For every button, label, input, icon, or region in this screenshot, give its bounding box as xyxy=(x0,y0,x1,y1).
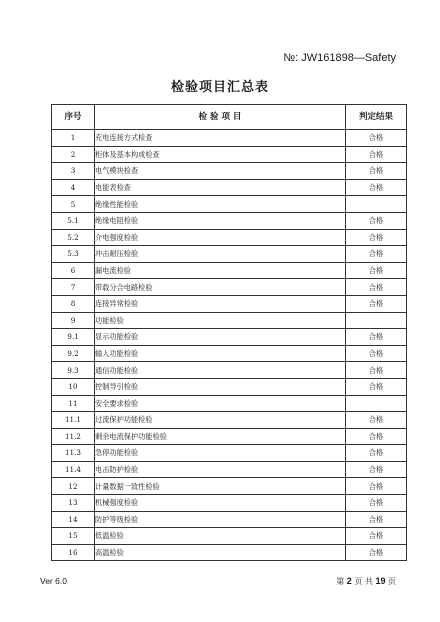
cell-item: 漏电流检验 xyxy=(95,262,346,279)
table-row xyxy=(52,212,407,229)
cell-item: 高温检验 xyxy=(95,544,346,561)
cell-result: 合格 xyxy=(346,345,407,362)
table-row xyxy=(52,478,407,495)
table-row xyxy=(52,279,407,296)
cell-result: 合格 xyxy=(346,279,407,296)
cell-result: 合格 xyxy=(346,262,407,279)
cell-no: 8 xyxy=(52,295,95,312)
cell-no: 11.2 xyxy=(52,428,95,445)
table-row xyxy=(52,395,407,412)
cell-result: 合格 xyxy=(346,412,407,429)
cell-no: 11.3 xyxy=(52,445,95,462)
table-row xyxy=(52,312,407,329)
cell-result: 合格 xyxy=(346,461,407,478)
cell-item: 显示功能检验 xyxy=(95,329,346,346)
cell-item: 电能表检查 xyxy=(95,179,346,196)
table-row xyxy=(52,461,407,478)
page-total: 19 xyxy=(375,576,386,586)
cell-item: 电气模块检查 xyxy=(95,163,346,180)
cell-result: 合格 xyxy=(346,229,407,246)
table-row xyxy=(52,544,407,561)
cell-result xyxy=(346,312,407,329)
cell-no: 7 xyxy=(52,279,95,296)
cell-item: 防护等级检验 xyxy=(95,511,346,528)
cell-no: 11.4 xyxy=(52,461,95,478)
cell-item: 输入功能检验 xyxy=(95,345,346,362)
cell-result: 合格 xyxy=(346,212,407,229)
cell-no: 6 xyxy=(52,262,95,279)
cell-no: 11 xyxy=(52,395,95,412)
header-result: 判定结果 xyxy=(346,105,407,130)
cell-no: 9.3 xyxy=(52,362,95,379)
document-number: №: JW161898—Safety xyxy=(283,52,396,64)
cell-no: 9.1 xyxy=(52,329,95,346)
page-indicator xyxy=(336,576,396,587)
cell-item: 低温检验 xyxy=(95,528,346,545)
table-row xyxy=(52,262,407,279)
cell-result: 合格 xyxy=(346,179,407,196)
table-row xyxy=(52,528,407,545)
cell-item: 柜体及基本构成检查 xyxy=(95,146,346,163)
cell-result: 合格 xyxy=(346,511,407,528)
cell-item: 充电连接方式检查 xyxy=(95,130,346,147)
cell-result: 合格 xyxy=(346,544,407,561)
cell-result: 合格 xyxy=(346,528,407,545)
table-row xyxy=(52,146,407,163)
table-row xyxy=(52,179,407,196)
cell-item: 电击防护检验 xyxy=(95,461,346,478)
page-current: 2 xyxy=(346,576,352,586)
cell-no: 5 xyxy=(52,196,95,213)
cell-item: 冲击耐压检验 xyxy=(95,246,346,263)
table-row xyxy=(52,445,407,462)
cell-item: 计量数据一致性检验 xyxy=(95,478,346,495)
cell-no: 9 xyxy=(52,312,95,329)
cell-no: 12 xyxy=(52,478,95,495)
cell-item: 通信功能检验 xyxy=(95,362,346,379)
version-label: Ver 6.0 xyxy=(40,576,67,586)
cell-no: 1 xyxy=(52,130,95,147)
cell-item: 安全要求检验 xyxy=(95,395,346,412)
header-no: 序号 xyxy=(52,105,95,130)
header-item: 检 验 项 目 xyxy=(95,105,346,130)
cell-result: 合格 xyxy=(346,146,407,163)
table-row xyxy=(52,362,407,379)
cell-no: 16 xyxy=(52,544,95,561)
cell-no: 10 xyxy=(52,378,95,395)
cell-result xyxy=(346,395,407,412)
cell-item: 带载分合电路检验 xyxy=(95,279,346,296)
cell-result: 合格 xyxy=(346,445,407,462)
cell-item: 绝缘性能检验 xyxy=(95,196,346,213)
cell-no: 4 xyxy=(52,179,95,196)
cell-result: 合格 xyxy=(346,428,407,445)
cell-no: 5.2 xyxy=(52,229,95,246)
cell-no: 11.1 xyxy=(52,412,95,429)
table-row xyxy=(52,495,407,512)
page-prefix: 第 xyxy=(336,577,345,586)
cell-item: 绝缘电阻检验 xyxy=(95,212,346,229)
inspection-summary-table xyxy=(51,104,407,561)
table-row xyxy=(52,130,407,147)
cell-no: 15 xyxy=(52,528,95,545)
cell-no: 2 xyxy=(52,146,95,163)
page-mid: 页 共 xyxy=(354,577,373,586)
cell-no: 9.2 xyxy=(52,345,95,362)
table-row xyxy=(52,295,407,312)
cell-no: 14 xyxy=(52,511,95,528)
cell-result: 合格 xyxy=(346,329,407,346)
table-row xyxy=(52,511,407,528)
cell-result: 合格 xyxy=(346,163,407,180)
cell-item: 功能检验 xyxy=(95,312,346,329)
cell-no: 3 xyxy=(52,163,95,180)
cell-item: 控制导引检验 xyxy=(95,378,346,395)
table-header-row xyxy=(52,105,407,130)
cell-item: 剩余电流保护功能检验 xyxy=(95,428,346,445)
cell-result: 合格 xyxy=(346,246,407,263)
table-row xyxy=(52,246,407,263)
cell-no: 13 xyxy=(52,495,95,512)
cell-item: 急停功能检验 xyxy=(95,445,346,462)
cell-result: 合格 xyxy=(346,295,407,312)
cell-result: 合格 xyxy=(346,478,407,495)
table-row xyxy=(52,229,407,246)
table-row xyxy=(52,329,407,346)
table-row xyxy=(52,196,407,213)
cell-item: 机械强度检验 xyxy=(95,495,346,512)
page-suffix: 页 xyxy=(388,577,396,586)
table-row xyxy=(52,428,407,445)
cell-result xyxy=(346,196,407,213)
cell-no: 5.3 xyxy=(52,246,95,263)
cell-result: 合格 xyxy=(346,130,407,147)
table-row xyxy=(52,412,407,429)
table-row xyxy=(52,163,407,180)
cell-result: 合格 xyxy=(346,362,407,379)
cell-result: 合格 xyxy=(346,495,407,512)
table-row xyxy=(52,378,407,395)
cell-item: 连接异常检验 xyxy=(95,295,346,312)
cell-item: 介电强度检验 xyxy=(95,229,346,246)
cell-result: 合格 xyxy=(346,378,407,395)
cell-item: 过流保护功能检验 xyxy=(95,412,346,429)
table-row xyxy=(52,345,407,362)
page-title: 检验项目汇总表 xyxy=(170,80,269,95)
cell-no: 5.1 xyxy=(52,212,95,229)
